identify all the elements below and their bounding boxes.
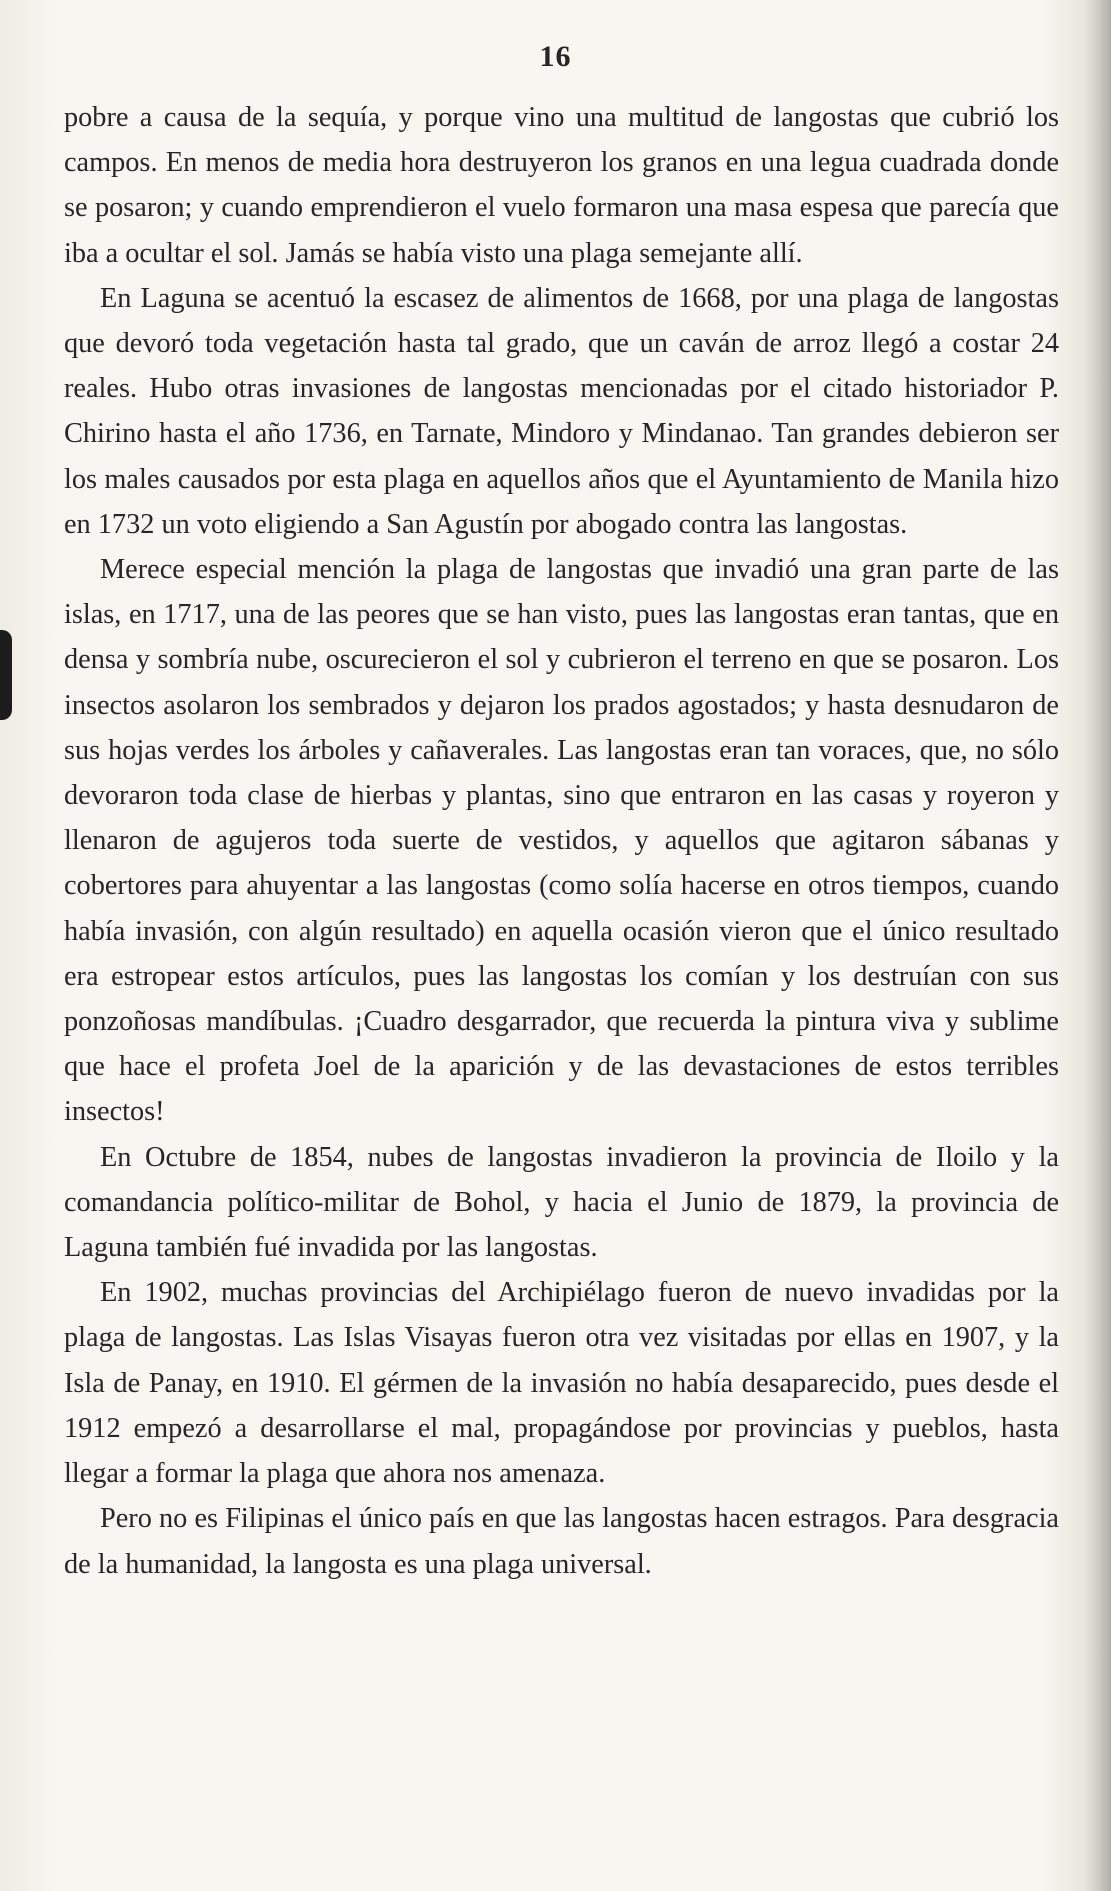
page-number: 16 — [539, 40, 572, 73]
paragraph: En Octubre de 1854, nubes de langostas invadieron la provincia de Iloilo y la comandancia político-militar de Bohol, y hacia el Junio de 1879, la provincia de Laguna también fué invadida por las langostas. — [64, 1141, 1059, 1264]
paragraph: En Laguna se acentuó la escasez de alimentos de 1668, por una plaga de langostas que devoró toda vegetación hasta tal grado, que un caván de arroz llegó a costar 24 reales. Hubo otras invasiones de langostas mencionadas por el citado historiador P. Chirino hasta el año 1736, en Tarnate, Mindoro y Mindanao. Tan grandes debieron ser los males causados por esta plaga en aquellos años que el Ayuntamiento de Manila hizo en 1732 un voto eligiendo a San Agustín por abogado contra las langostas. — [64, 282, 1059, 540]
page-edge-shadow — [1083, 0, 1111, 1891]
binding-mark — [0, 630, 12, 720]
paragraph: En 1902, muchas provincias del Archipiélago fueron de nuevo invadidas por la plaga de langostas. Las Islas Visayas fueron otra vez visitadas por ellas en 1907, y la Isla de Panay, en 1910. El gérmen de la invasión no había desaparecido, pues desde el 1912 empezó a desarrollarse el mal, propagándose por provincias y pueblos, hasta llegar a formar la plaga que ahora nos amenaza. — [64, 1277, 1059, 1490]
paragraph: pobre a causa de la sequía, y porque vino una multitud de langostas que cubrió los campos. En menos de media hora destruyeron los granos en una legua cuadrada donde se posaron; y cuando emprendieron el vuelo formaron una masa espesa que parecía que iba a ocultar el sol. Jamás se había visto una plaga semejante allí. — [64, 102, 1059, 269]
paragraph: Pero no es Filipinas el único país en que las langostas hacen estragos. Para desgracia de la humanidad, la langosta es una plaga universal. — [64, 1503, 1059, 1580]
body-text — [64, 95, 1059, 1587]
paragraph: Merece especial mención la plaga de langostas que invadió una gran parte de las islas, en 1717, una de las peores que se han visto, pues las langostas eran tantas, que en densa y sombría nube, oscurecieron el sol y cubrieron el terreno en que se posaron. Los insectos asolaron los sembrados y dejaron los prados agostados; y hasta desnudaron de sus hojas verdes los árboles y cañaverales. Las langostas eran tan voraces, que, no sólo devoraron toda clase de hierbas y plantas, sino que entraron en las casas y royeron y llenaron de agujeros toda suerte de vestidos, y aquellos que agitaron sábanas y cobertores para ahuyentar a las langostas (como solía hacerse en otros tiempos, cuando había invasión, con algún resultado) en aquella ocasión vieron que el único resultado era estropear estos artículos, pues las langostas los comían y los destruían con sus ponzoñosas mandíbulas. ¡Cuadro desgarrador, que recuerda la pintura viva y sublime que hace el profeta Joel de la aparición y de las devastaciones de estos terribles insectos! — [64, 554, 1059, 1128]
